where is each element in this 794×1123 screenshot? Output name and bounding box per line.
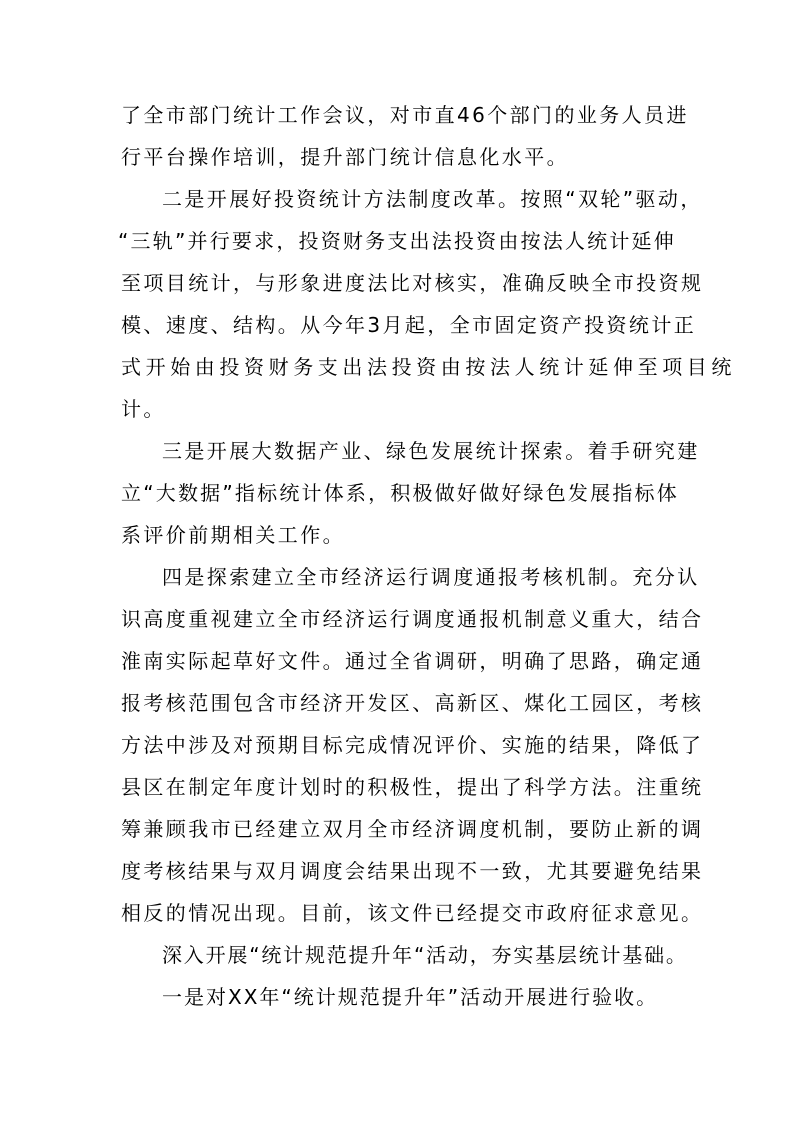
text-line: 深入开展“统计规范提升年“活动，夯实基层统计基础。 (162, 943, 688, 967)
text-line: 计。 (121, 397, 166, 421)
text-line: 淮南实际起草好文件。通过全省调研，明确了思路，确定通 (121, 649, 704, 673)
text-line: 度考核结果与双月调度会结果出现不一致，尤其要避免结果 (121, 859, 704, 883)
text-line: 了全市部门统计工作会议，对市直46个部门的业务人员进 (121, 103, 689, 127)
text-line: 识高度重视建立全市经济运行调度通报机制意义重大，结合 (121, 607, 704, 631)
text-line: 三是开展大数据产业、绿色发展统计探索。着手研究建 (162, 439, 700, 463)
text-line: 方法中涉及对预期目标完成情况评价、实施的结果，降低了 (121, 733, 704, 757)
text-line: 模、速度、结构。从今年3月起，全市固定资产投资统计正 (121, 313, 697, 337)
text-line: 式开始由投资财务支出法投资由按法人统计延伸至项目统 (121, 355, 736, 379)
text-line: 一是对XX年“统计规范提升年”活动开展进行验收。 (162, 985, 659, 1009)
text-line: 筹兼顾我市已经建立双月全市经济调度机制，要防止新的调 (121, 817, 704, 841)
text-line: 二是开展好投资统计方法制度改革。按照“双轮”驱动， (162, 187, 703, 211)
text-line: “三轨”并行要求，投资财务支出法投资由按法人统计延伸 (118, 229, 676, 253)
text-line: 至项目统计，与形象进度法比对核实，准确反映全市投资规 (121, 271, 704, 295)
text-line: 立“大数据”指标统计体系，积极做好做好绿色发展指标体 (121, 481, 679, 505)
text-line: 系评价前期相关工作。 (121, 523, 345, 547)
text-line: 相反的情况出现。目前，该文件已经提交市政府征求意见。 (121, 901, 704, 925)
text-line: 四是探索建立全市经济运行调度通报考核机制。充分认 (162, 565, 700, 589)
text-line: 报考核范围包含市经济开发区、高新区、煤化工园区，考核 (121, 691, 704, 715)
text-line: 行平台操作培训，提升部门统计信息化水平。 (121, 145, 569, 169)
text-line: 县区在制定年度计划时的积极性，提出了科学方法。注重统 (121, 775, 704, 799)
